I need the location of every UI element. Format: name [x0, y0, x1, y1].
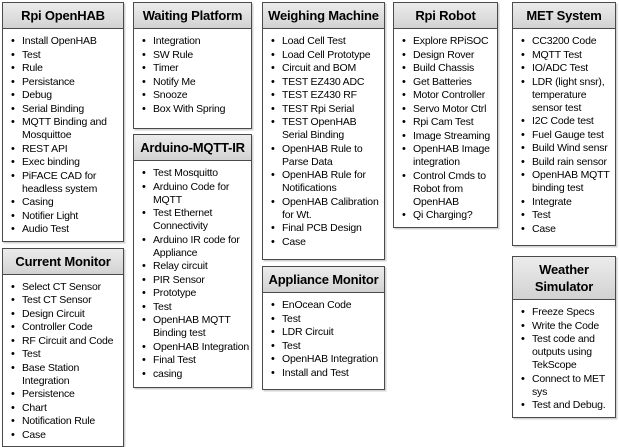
task-item: • MQTT Binding and Mosquittoe [11, 116, 121, 142]
task-item: • TEST OpenHAB Serial Binding [271, 116, 382, 142]
task-item: • TEST EZ430 RF [271, 89, 382, 102]
task-item: • Notification Rule [11, 415, 121, 428]
task-item: • Test [11, 348, 121, 361]
task-item: • Casing [11, 196, 121, 209]
task-list-met-system [513, 29, 615, 240]
task-item: • casing [142, 368, 249, 381]
task-item: • TEST Rpi Serial [271, 103, 382, 116]
task-item: • SW Rule [142, 49, 249, 62]
task-item: • Test [521, 209, 613, 222]
card-title-waiting-platform: Waiting Platform [134, 3, 251, 29]
task-item: • Test [11, 49, 121, 62]
task-item: • CC3200 Code [521, 35, 613, 48]
task-item: • Load Cell Prototype [271, 49, 382, 62]
task-list-weighing-machine [263, 29, 384, 253]
task-item: • Audio Test [11, 223, 121, 236]
column-1 [2, 2, 124, 447]
task-item: • Fuel Gauge test [521, 129, 613, 142]
task-item: • Build Wind sensr [521, 142, 613, 155]
task-item: • REST API [11, 143, 121, 156]
task-item: • MQTT Test [521, 49, 613, 62]
task-item: • OpenHAB Integration [271, 353, 382, 366]
card-appliance-monitor [262, 266, 385, 390]
task-item: • Timer [142, 62, 249, 75]
task-list-rpi-openhab [3, 29, 123, 241]
task-item: • EnOcean Code [271, 299, 382, 312]
task-item: • Design Circuit [11, 308, 121, 321]
task-item: • Qi Charging? [402, 209, 495, 222]
task-item: • Install OpenHAB [11, 35, 121, 48]
task-item: • Case [521, 223, 613, 236]
task-item: • I2C Code test [521, 115, 613, 128]
task-item: • Prototype [142, 287, 249, 300]
task-item: • LDR Circuit [271, 326, 382, 339]
task-item: • Chart [11, 402, 121, 415]
task-list-arduino-mqtt-ir [134, 161, 251, 385]
task-item: • Relay circuit [142, 260, 249, 273]
task-item: • Base Station Integration [11, 362, 121, 388]
task-list-appliance-monitor [263, 293, 384, 384]
task-item: • Final Test [142, 354, 249, 367]
task-item: • Freeze Specs [521, 306, 613, 319]
card-met-system [512, 2, 616, 246]
task-item: • Persistence [11, 388, 121, 401]
task-item: • Notifier Light [11, 210, 121, 223]
task-item: • RF Circuit and Code [11, 335, 121, 348]
task-item: • Arduino IR code for Appliance [142, 234, 249, 260]
column-4 [393, 2, 498, 228]
task-item: • Load Cell Test [271, 35, 382, 48]
card-weather-simulator [512, 256, 616, 418]
card-title-weather-simulator: Weather Simulator [513, 257, 615, 300]
task-item: • PIR Sensor [142, 274, 249, 287]
task-item: • Notify Me [142, 76, 249, 89]
task-item: • Test Ethernet Connectivity [142, 207, 249, 233]
task-item: • Arduino Code for MQTT [142, 181, 249, 207]
card-arduino-mqtt-ir [133, 134, 252, 388]
card-title-arduino-mqtt-ir: Arduino-MQTT-IR [134, 135, 251, 161]
task-item: • OpenHAB Rule for Notifications [271, 169, 382, 195]
task-item: • Design Rover [402, 49, 495, 62]
task-item: • Explore RPiSOC [402, 35, 495, 48]
task-item: • Connect to MET sys [521, 373, 613, 399]
task-item: • Test Mosquitto [142, 167, 249, 180]
task-item: • IO/ADC Test [521, 62, 613, 75]
card-waiting-platform [133, 2, 252, 129]
task-item: • Box With Spring [142, 103, 249, 116]
task-item: • Integration [142, 35, 249, 48]
task-item: • Persistance [11, 76, 121, 89]
card-title-rpi-openhab: Rpi OpenHAB [3, 3, 123, 29]
column-5 [512, 2, 616, 418]
task-item: • Exec binding [11, 156, 121, 169]
card-rpi-openhab [2, 2, 124, 242]
task-item: • Test [271, 313, 382, 326]
task-item: • Circuit and BOM [271, 62, 382, 75]
card-title-appliance-monitor: Appliance Monitor [263, 267, 384, 293]
task-item: • Rpi Cam Test [402, 116, 495, 129]
task-item: • Test code and outputs using TekScope [521, 333, 613, 372]
task-item: • Servo Motor Ctrl [402, 103, 495, 116]
task-item: • Motor Controller [402, 89, 495, 102]
task-item: • Serial Binding [11, 103, 121, 116]
card-title-current-monitor: Current Monitor [3, 249, 123, 275]
card-title-met-system: MET System [513, 3, 615, 29]
task-item: • Test [142, 301, 249, 314]
card-rpi-robot [393, 2, 498, 228]
column-3 [262, 2, 385, 390]
task-item: • Snooze [142, 89, 249, 102]
task-item: • OpenHAB Image integration [402, 143, 495, 169]
task-item: • Rule [11, 62, 121, 75]
task-item: • OpenHAB Calibration for Wt. [271, 196, 382, 222]
task-item: • Install and Test [271, 367, 382, 380]
task-list-rpi-robot [394, 29, 497, 227]
task-item: • Get Batteries [402, 76, 495, 89]
task-item: • LDR (light snsr), temperature sensor test [521, 76, 613, 115]
task-list-waiting-platform [134, 29, 251, 120]
task-item: • Test and Debug. [521, 399, 613, 412]
task-item: • Image Streaming [402, 130, 495, 143]
task-item: • Final PCB Design [271, 222, 382, 235]
task-list-weather-simulator [513, 300, 615, 417]
task-item: • OpenHAB MQTT Binding test [142, 314, 249, 340]
task-item: • Integrate [521, 196, 613, 209]
task-list-current-monitor [3, 275, 123, 447]
task-item: • TEST EZ430 ADC [271, 76, 382, 89]
card-title-rpi-robot: Rpi Robot [394, 3, 497, 29]
task-item: • Write the Code [521, 320, 613, 333]
task-item: • Controller Code [11, 321, 121, 334]
task-item: • Test CT Sensor [11, 294, 121, 307]
task-item: • Select CT Sensor [11, 281, 121, 294]
column-2 [133, 2, 252, 388]
card-weighing-machine [262, 2, 385, 260]
task-item: • Test [271, 340, 382, 353]
task-item: • OpenHAB MQTT binding test [521, 169, 613, 195]
task-item: • Control Cmds to Robot from OpenHAB [402, 170, 495, 209]
task-item: • OpenHAB Integration [142, 341, 249, 354]
task-item: • Case [11, 429, 121, 442]
card-current-monitor [2, 248, 124, 447]
task-item: • OpenHAB Rule to Parse Data [271, 143, 382, 169]
task-item: • Build Chassis [402, 62, 495, 75]
task-item: • Case [271, 236, 382, 249]
task-item: • PiFACE CAD for headless system [11, 170, 121, 196]
card-title-weighing-machine: Weighing Machine [263, 3, 384, 29]
task-item: • Debug [11, 89, 121, 102]
task-item: • Build rain sensor [521, 156, 613, 169]
